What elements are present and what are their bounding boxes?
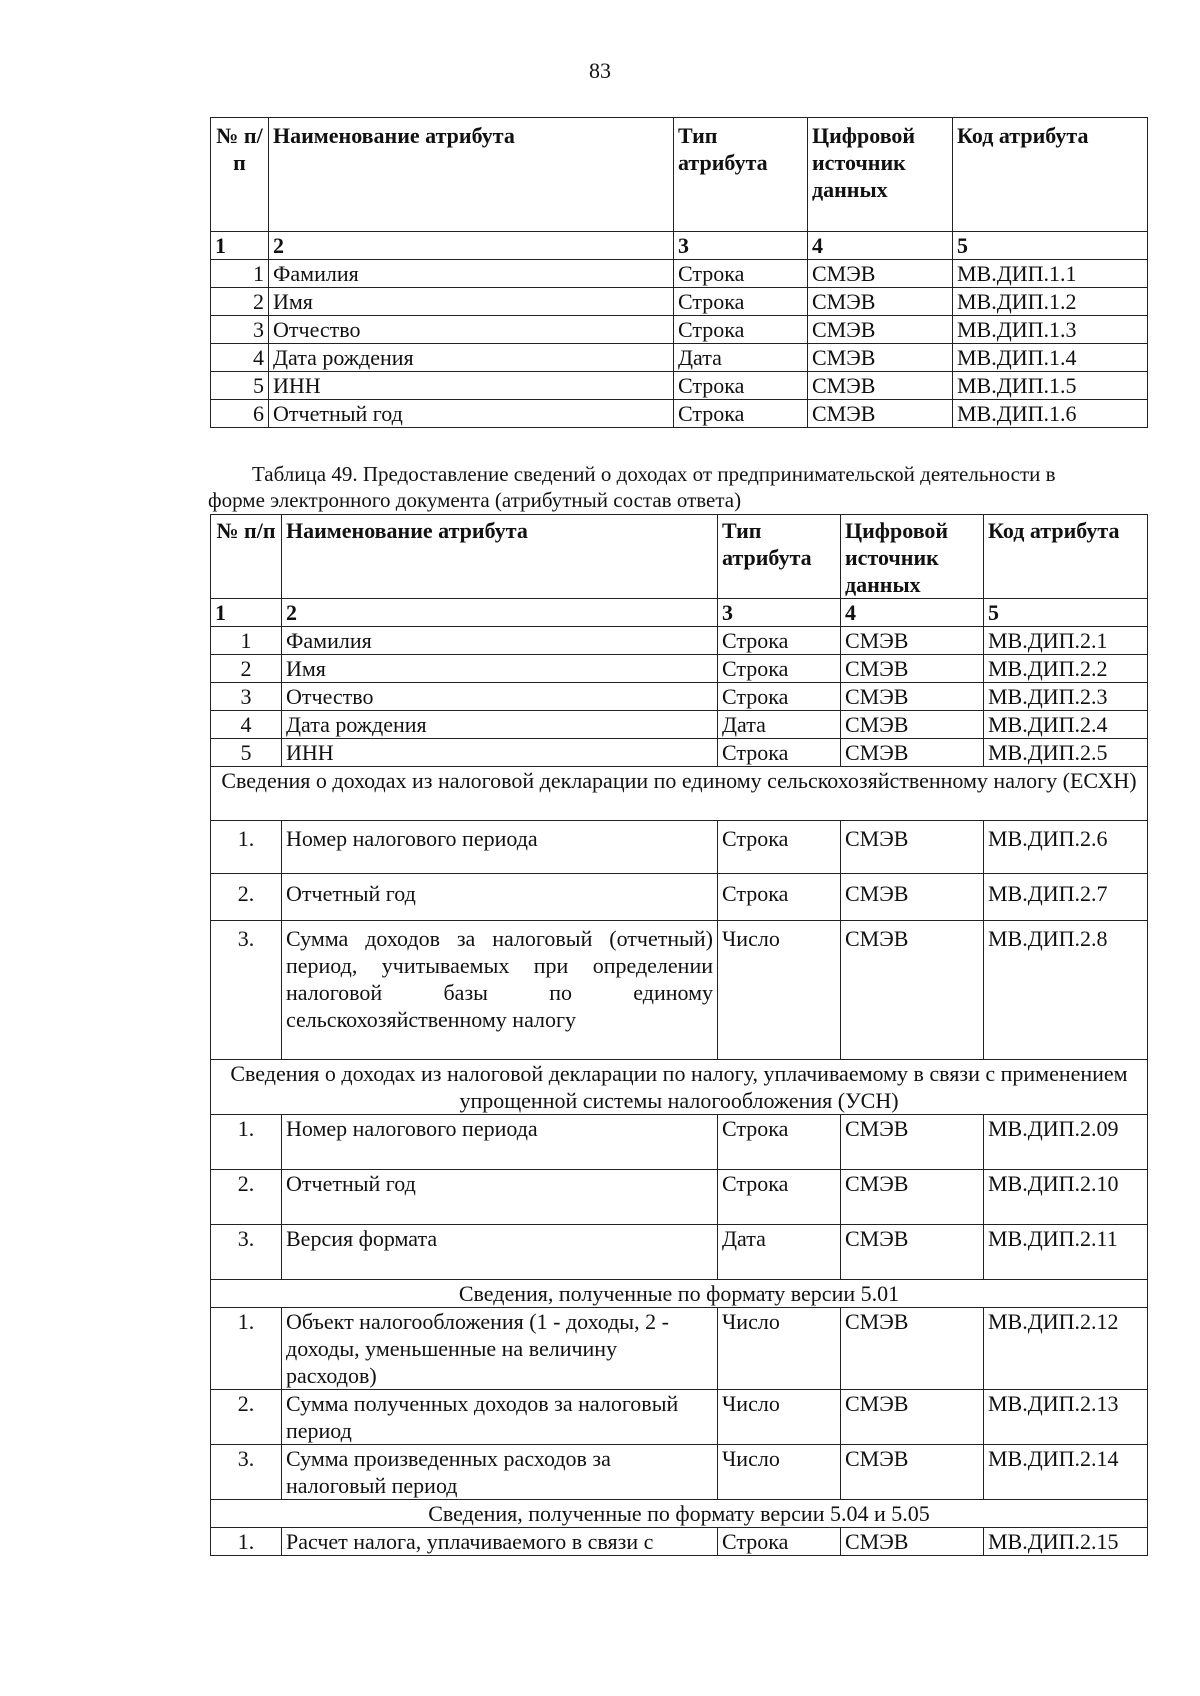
data-source: СМЭВ: [841, 874, 984, 921]
attribute-name: Фамилия: [269, 260, 674, 288]
data-source: СМЭВ: [841, 1445, 984, 1500]
table-row: [211, 739, 1148, 767]
data-source: СМЭВ: [841, 711, 984, 739]
section-row-esxn: [211, 767, 1148, 821]
row-number: 1: [211, 627, 282, 655]
table-row: [211, 1170, 1148, 1225]
row-number: 2.: [211, 1390, 282, 1445]
row-number: 4: [211, 711, 282, 739]
attribute-type: Дата: [674, 344, 808, 372]
row-number: 5: [211, 372, 269, 400]
attribute-code: МВ.ДИП.2.13: [984, 1390, 1148, 1445]
section-title: Сведения о доходах из налоговой декларации по единому сельскохозяйственному налогу (ЕСХН): [211, 767, 1148, 821]
attribute-type: Строка: [718, 739, 841, 767]
attribute-name: Версия формата: [282, 1225, 718, 1280]
table-row: [211, 1225, 1148, 1280]
data-source: СМЭВ: [808, 288, 953, 316]
data-source: СМЭВ: [841, 821, 984, 874]
table-header-row: [211, 515, 1148, 599]
attribute-name: Сумма полученных доходов за налоговый период: [282, 1390, 718, 1445]
table-row: [211, 1390, 1148, 1445]
attribute-name: Имя: [282, 655, 718, 683]
table-row: [211, 627, 1148, 655]
attribute-type: Дата: [718, 711, 841, 739]
header-data-source: Цифровой источник данных: [808, 118, 953, 232]
attribute-type: Строка: [674, 288, 808, 316]
section-title: Сведения, полученные по формату версии 5.01: [211, 1280, 1148, 1308]
index-cell: 1: [211, 232, 269, 260]
attribute-name: Номер налогового периода: [282, 821, 718, 874]
row-number: 3.: [211, 1225, 282, 1280]
section-title: Сведения, полученные по формату версии 5.04 и 5.05: [211, 1500, 1148, 1528]
section-row-v501: [211, 1280, 1148, 1308]
index-cell: 4: [841, 599, 984, 627]
data-source: СМЭВ: [841, 1390, 984, 1445]
attribute-type: Строка: [718, 1528, 841, 1556]
data-source: СМЭВ: [808, 400, 953, 428]
attribute-type: Дата: [718, 1225, 841, 1280]
data-source: СМЭВ: [841, 1308, 984, 1390]
row-number: 6: [211, 400, 269, 428]
row-number: 1: [211, 260, 269, 288]
index-cell: 5: [984, 599, 1148, 627]
data-source: СМЭВ: [841, 921, 984, 1060]
row-number: 1.: [211, 1528, 282, 1556]
caption-line-2: форме электронного документа (атрибутный состав ответа): [208, 488, 742, 512]
attribute-name: ИНН: [282, 739, 718, 767]
section-row-v504: [211, 1500, 1148, 1528]
index-cell: 3: [718, 599, 841, 627]
attribute-name: Номер налогового периода: [282, 1115, 718, 1170]
row-number: 3.: [211, 1445, 282, 1500]
row-number: 4: [211, 344, 269, 372]
table-row: [211, 1445, 1148, 1500]
index-cell: 1: [211, 599, 282, 627]
page-number: 83: [589, 58, 611, 83]
table-row: [211, 288, 1148, 316]
table-caption: [208, 461, 1150, 513]
attribute-name: Отчество: [269, 316, 674, 344]
row-number: 2: [211, 288, 269, 316]
caption-line-1: Таблица 49. Предоставление сведений о доходах от предпринимательской деятельности в: [252, 462, 1056, 486]
data-source: СМЭВ: [841, 1115, 984, 1170]
row-number: 2.: [211, 1170, 282, 1225]
attribute-type: Строка: [718, 655, 841, 683]
table-row: [211, 372, 1148, 400]
attribute-type: Число: [718, 1445, 841, 1500]
row-number: 3.: [211, 921, 282, 1060]
attribute-name: Отчетный год: [282, 1170, 718, 1225]
index-cell: 2: [282, 599, 718, 627]
attribute-code: МВ.ДИП.2.3: [984, 683, 1148, 711]
data-source: СМЭВ: [841, 627, 984, 655]
header-attribute-name: Наименование атрибута: [269, 118, 674, 232]
section-row-usn: [211, 1060, 1148, 1115]
attribute-type: Число: [718, 1390, 841, 1445]
data-source: СМЭВ: [841, 739, 984, 767]
attribute-code: МВ.ДИП.2.4: [984, 711, 1148, 739]
attribute-type: Строка: [718, 1115, 841, 1170]
table-row: [211, 260, 1148, 288]
row-number: 1.: [211, 1308, 282, 1390]
attribute-code: МВ.ДИП.1.5: [953, 372, 1148, 400]
attribute-code: МВ.ДИП.2.6: [984, 821, 1148, 874]
data-source: СМЭВ: [841, 655, 984, 683]
attribute-name: Имя: [269, 288, 674, 316]
index-cell: 5: [953, 232, 1148, 260]
column-index-row: [211, 599, 1148, 627]
attribute-code: МВ.ДИП.2.14: [984, 1445, 1148, 1500]
attribute-type: Строка: [718, 874, 841, 921]
attribute-type: Число: [718, 1308, 841, 1390]
row-number: 3: [211, 683, 282, 711]
attribute-name: Отчетный год: [269, 400, 674, 428]
attribute-name: Сумма произведенных расходов за налоговый период: [282, 1445, 718, 1500]
attribute-name: Дата рождения: [282, 711, 718, 739]
table-row: [211, 316, 1148, 344]
attribute-name: Отчетный год: [282, 874, 718, 921]
table-row: [211, 655, 1148, 683]
attribute-code: МВ.ДИП.2.8: [984, 921, 1148, 1060]
index-cell: 4: [808, 232, 953, 260]
attribute-table-dip2: [210, 514, 1148, 1556]
attribute-code: МВ.ДИП.1.6: [953, 400, 1148, 428]
attribute-type: Строка: [718, 627, 841, 655]
header-attribute-code: Код атрибута: [953, 118, 1148, 232]
table-row: [211, 1528, 1148, 1556]
table-row: [211, 400, 1148, 428]
attribute-name: Расчет налога, уплачиваемого в связи с: [282, 1528, 718, 1556]
index-cell: 3: [674, 232, 808, 260]
attribute-type: Строка: [718, 821, 841, 874]
table-row: [211, 711, 1148, 739]
header-attribute-type: Тип атрибута: [674, 118, 808, 232]
attribute-type: Строка: [718, 683, 841, 711]
data-source: СМЭВ: [808, 344, 953, 372]
attribute-type: Число: [718, 921, 841, 1060]
row-number: 5: [211, 739, 282, 767]
attribute-code: МВ.ДИП.2.15: [984, 1528, 1148, 1556]
attribute-code: МВ.ДИП.2.12: [984, 1308, 1148, 1390]
index-cell: 2: [269, 232, 674, 260]
header-data-source: Цифровой источник данных: [841, 515, 984, 599]
attribute-code: МВ.ДИП.2.2: [984, 655, 1148, 683]
column-index-row: [211, 232, 1148, 260]
section-title: Сведения о доходах из налоговой декларации по налогу, уплачиваемому в связи с применением упрощенной системы налогообложения (УСН): [211, 1060, 1148, 1115]
table-header-row: [211, 118, 1148, 232]
attribute-type: Строка: [674, 260, 808, 288]
data-source: СМЭВ: [841, 1225, 984, 1280]
row-number: 3: [211, 316, 269, 344]
attribute-name: Отчество: [282, 683, 718, 711]
attribute-type: Строка: [718, 1170, 841, 1225]
table-row: [211, 1115, 1148, 1170]
attribute-code: МВ.ДИП.1.2: [953, 288, 1148, 316]
table-row: [211, 344, 1148, 372]
attribute-code: МВ.ДИП.2.1: [984, 627, 1148, 655]
header-attribute-name: Наименование атрибута: [282, 515, 718, 599]
row-number: 2.: [211, 874, 282, 921]
attribute-type: Строка: [674, 372, 808, 400]
data-source: СМЭВ: [808, 372, 953, 400]
table-row: [211, 921, 1148, 1060]
attribute-name: Объект налогообложения (1 - доходы, 2 - доходы, уменьшенные на величину расходов): [282, 1308, 718, 1390]
data-source: СМЭВ: [841, 1528, 984, 1556]
header-number: № п/п: [211, 515, 282, 599]
attribute-code: МВ.ДИП.2.11: [984, 1225, 1148, 1280]
attribute-code: МВ.ДИП.2.5: [984, 739, 1148, 767]
attribute-name: ИНН: [269, 372, 674, 400]
header-attribute-code: Код атрибута: [984, 515, 1148, 599]
attribute-code: МВ.ДИП.2.10: [984, 1170, 1148, 1225]
attribute-code: МВ.ДИП.1.1: [953, 260, 1148, 288]
attribute-table-dip1: [210, 117, 1148, 428]
table-row: [211, 874, 1148, 921]
attribute-code: МВ.ДИП.2.7: [984, 874, 1148, 921]
table-row: [211, 1308, 1148, 1390]
table-row: [211, 683, 1148, 711]
row-number: 2: [211, 655, 282, 683]
row-number: 1.: [211, 1115, 282, 1170]
attribute-code: МВ.ДИП.2.09: [984, 1115, 1148, 1170]
data-source: СМЭВ: [841, 1170, 984, 1225]
attribute-code: МВ.ДИП.1.3: [953, 316, 1148, 344]
table-row: [211, 821, 1148, 874]
data-source: СМЭВ: [841, 683, 984, 711]
row-number: 1.: [211, 821, 282, 874]
attribute-name: Фамилия: [282, 627, 718, 655]
attribute-name: Дата рождения: [269, 344, 674, 372]
attribute-name: Сумма доходов за налоговый (отчетный) период, учитываемых при определении налоговой базы по единому сельскохозяйственному налогу: [282, 921, 718, 1060]
header-number: № п/п: [211, 118, 269, 232]
data-source: СМЭВ: [808, 316, 953, 344]
attribute-code: МВ.ДИП.1.4: [953, 344, 1148, 372]
data-source: СМЭВ: [808, 260, 953, 288]
attribute-type: Строка: [674, 400, 808, 428]
attribute-type: Строка: [674, 316, 808, 344]
header-attribute-type: Тип атрибута: [718, 515, 841, 599]
